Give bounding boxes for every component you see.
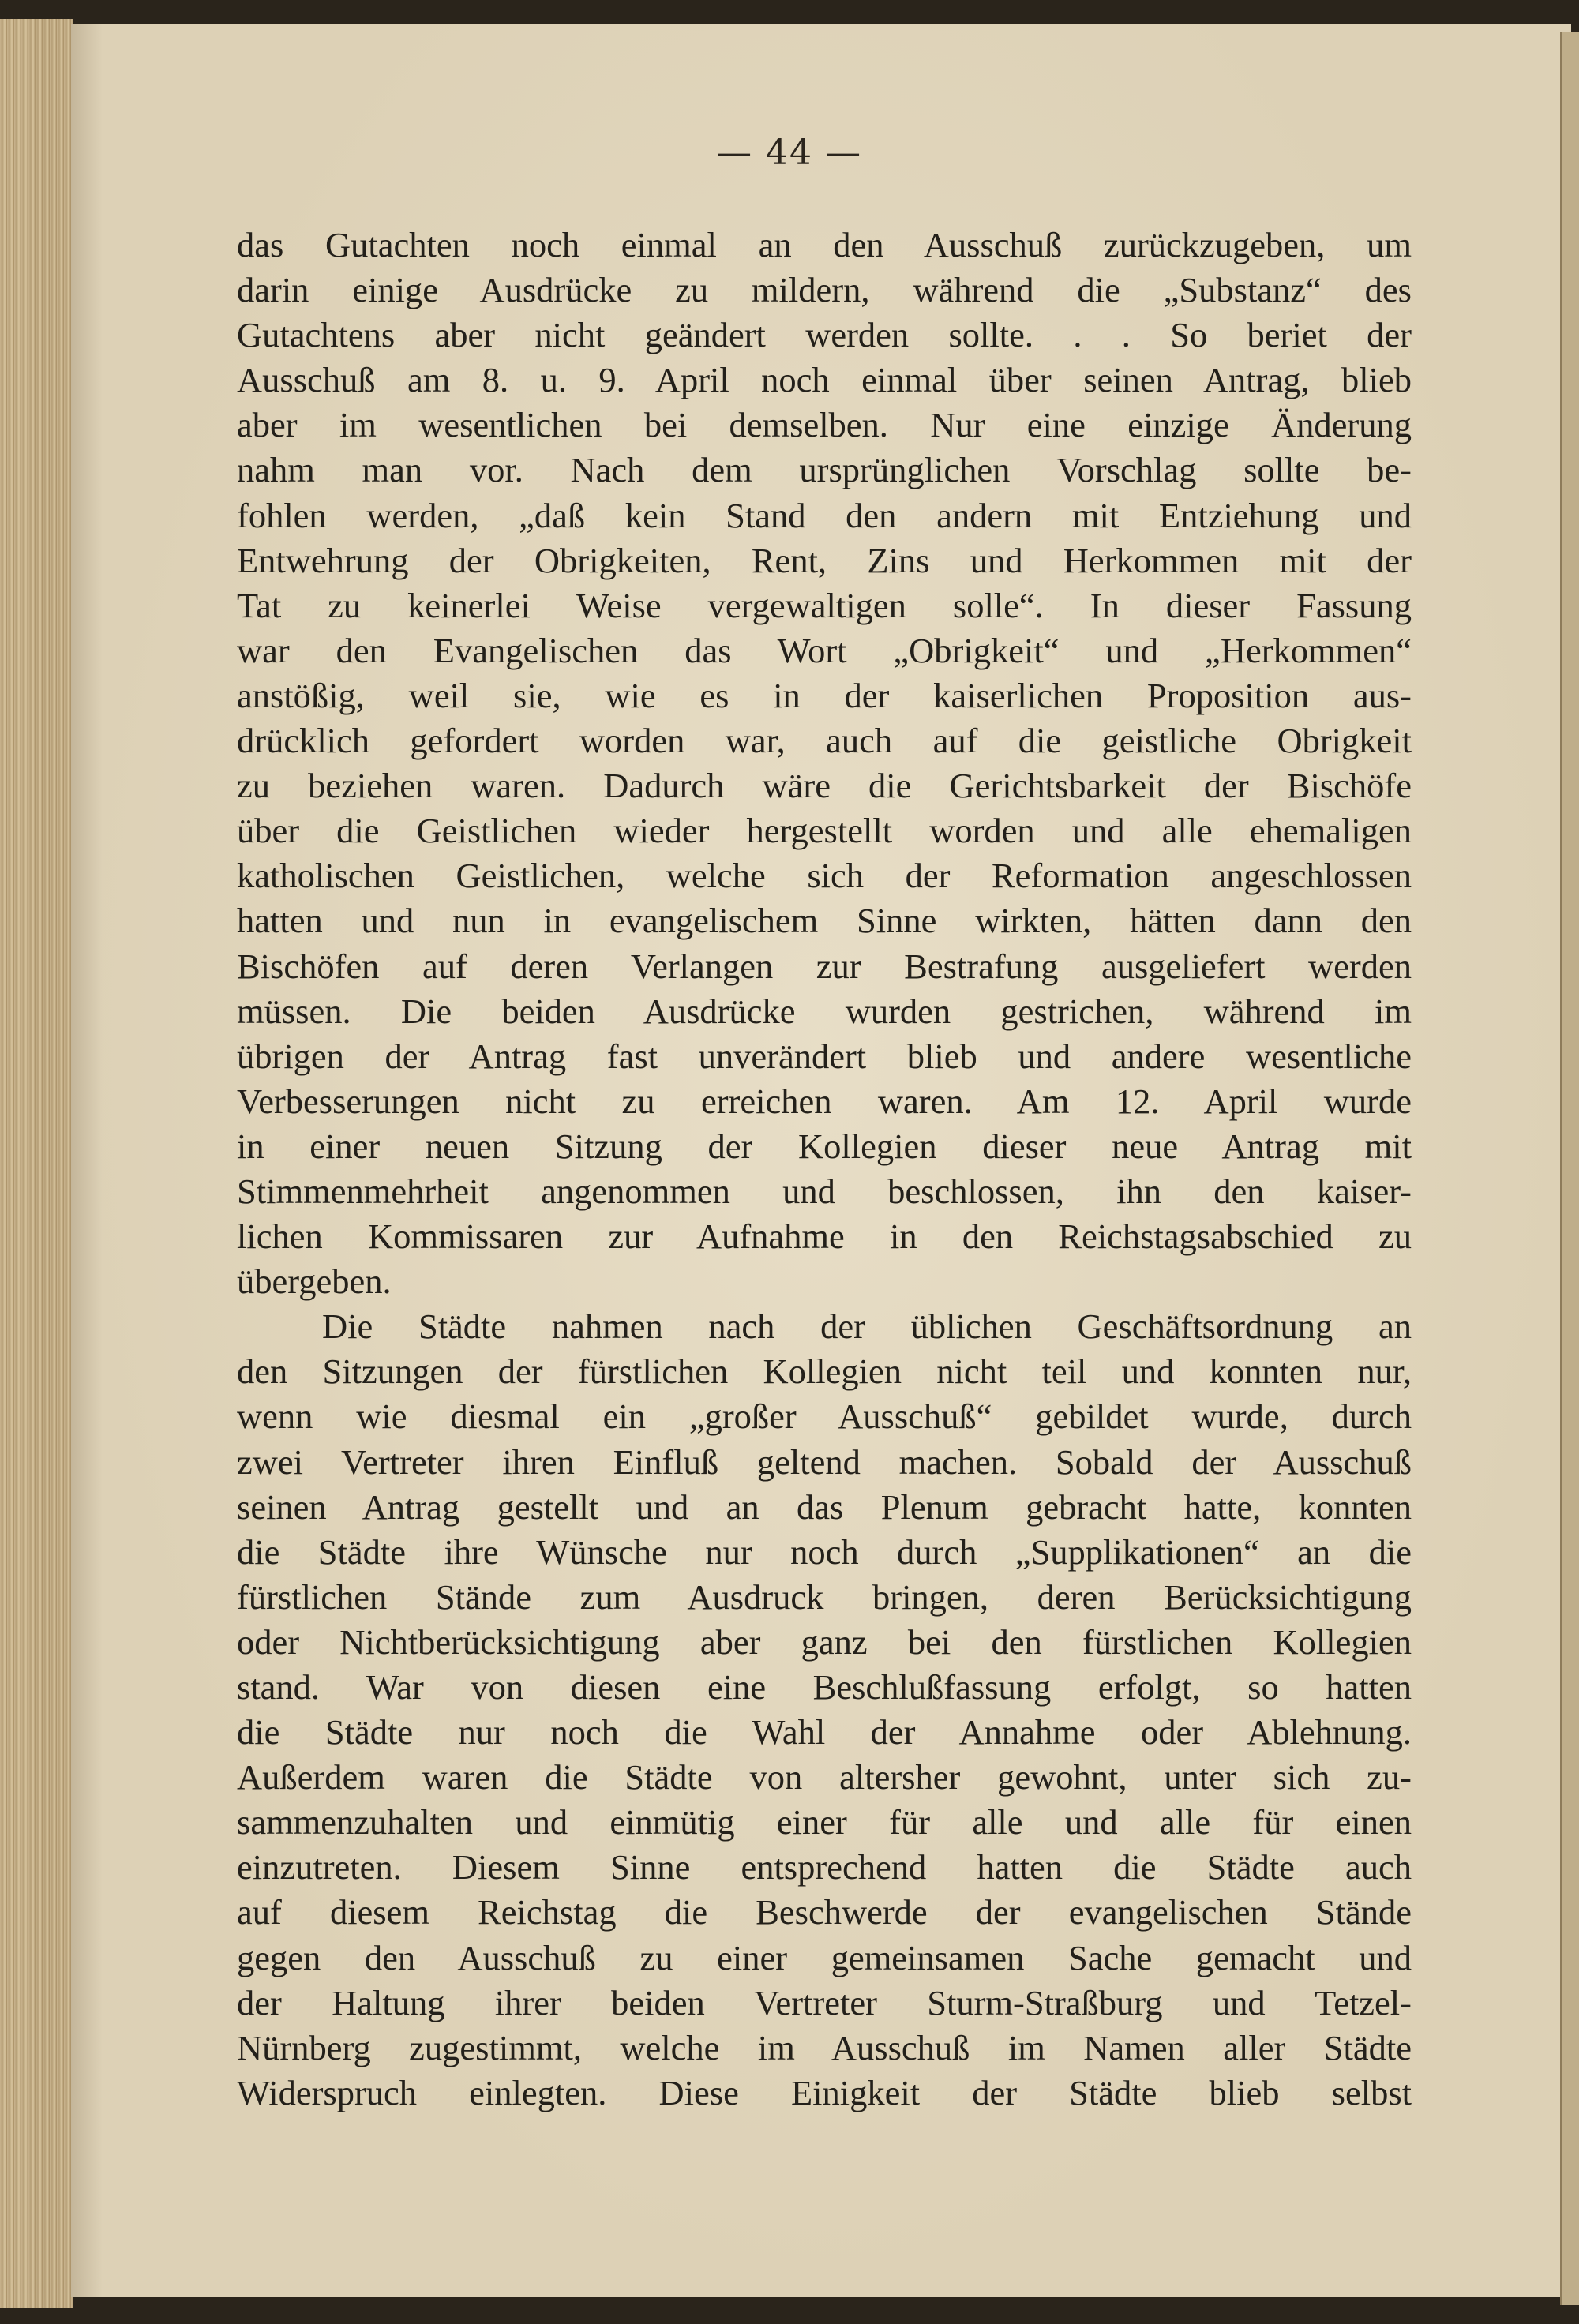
book-page-edges [0,19,73,2308]
text-line: zu beziehen waren. Dadurch wäre die Gerichtsbarkeit der Bischöfe [237,766,1412,806]
text-line: über die Geistlichen wieder hergestellt worden und alle ehemaligen [237,811,1412,851]
text-line: seinen Antrag gestellt und an das Plenum gebracht hatte, konnten [237,1486,1412,1527]
text-line: fürstlichen Stände zum Ausdruck bringen, deren Berücksichtigung [237,1576,1412,1617]
text-line: Die Städte nahmen nach der üblichen Geschäftsordnung an [322,1306,1412,1347]
text-line: stand. War von diesen eine Beschlußfassung erfolgt, so hatten [237,1667,1412,1707]
text-line: oder Nichtberücksichtigung aber ganz bei den fürstlichen Kollegien [237,1621,1412,1662]
text-line: darin einige Ausdrücke zu mildern, während die „Substanz“ des [237,270,1412,310]
right-page-edge [1560,32,1579,2305]
text-line: das Gutachten noch einmal an den Ausschuß zurückzugeben, um [237,225,1412,264]
paragraph [237,1304,1412,2116]
text-line: Stimmenmehrheit angenommen und beschlossen, ihn den kaiser- [237,1171,1412,1211]
text-line: Außerdem waren die Städte von altersher gewohnt, unter sich zu- [237,1757,1412,1797]
text-line: in einer neuen Sitzung der Kollegien dieser neue Antrag mit [237,1126,1412,1166]
text-line: auf diesem Reichstag die Beschwerde der evangelischen Stände [237,1892,1412,1932]
text-line: nahm man vor. Nach dem ursprünglichen Vorschlag sollte be- [237,450,1412,490]
text-line: Tat zu keinerlei Weise vergewaltigen solle“. In dieser Fassung [237,585,1412,625]
paragraph [237,223,1412,1304]
text-line: war den Evangelischen das Wort „Obrigkeit“ und „Herkommen“ [237,630,1412,670]
text-line: der Haltung ihrer beiden Vertreter Sturm-Straßburg und Tetzel- [237,1982,1412,2022]
text-line: Widerspruch einlegten. Diese Einigkeit der Städte blieb selbst [237,2072,1412,2112]
text-line: aber im wesentlichen bei demselben. Nur eine einzige Änderung [237,405,1412,445]
text-line: Nürnberg zugestimmt, welche im Ausschuß im Namen aller Städte [237,2027,1412,2067]
page-number: — 44 — [717,133,862,173]
text-line: wenn wie diesmal ein „großer Ausschuß“ gebildet wurde, durch [237,1396,1412,1437]
text-line: die Städte nur noch die Wahl der Annahme oder Ablehnung. [237,1712,1412,1752]
text-line: anstößig, weil sie, wie es in der kaiserlichen Proposition aus- [237,675,1412,715]
text-line: den Sitzungen der fürstlichen Kollegien nicht teil und konnten nur, [237,1351,1412,1392]
text-line: einzutreten. Diesem Sinne entsprechend hatten die Städte auch [237,1847,1412,1887]
body-text [237,223,1412,2116]
text-line: drücklich gefordert worden war, auch auf die geistliche Obrigkeit [237,721,1412,761]
text-line: gegen den Ausschuß zu einer gemeinsamen Sache gemacht und [237,1937,1412,1977]
text-line: Gutachtens aber nicht geändert werden sollte. . . So beriet der [237,315,1412,355]
text-line: sammenzuhalten und einmütig einer für alle und alle für einen [237,1802,1412,1842]
text-line: hatten und nun in evangelischem Sinne wirkten, hätten dann den [237,901,1412,941]
text-line: übrigen der Antrag fast unverändert blieb und andere wesentliche [237,1036,1412,1076]
text-line: Ausschuß am 8. u. 9. April noch einmal über seinen Antrag, blieb [237,360,1412,400]
text-line: übergeben. [237,1261,392,1302]
text-line: Bischöfen auf deren Verlangen zur Bestrafung ausgeliefert werden [237,946,1412,986]
text-line: katholischen Geistlichen, welche sich der Reformation angeschlossen [237,856,1412,896]
text-line: Verbesserungen nicht zu erreichen waren. Am 12. April wurde [237,1081,1412,1121]
text-line: die Städte ihre Wünsche nur noch durch „Supplikationen“ an die [237,1531,1412,1572]
text-line: zwei Vertreter ihren Einfluß geltend machen. Sobald der Ausschuß [237,1441,1412,1482]
text-line: müssen. Die beiden Ausdrücke wurden gestrichen, während im [237,991,1412,1031]
text-line: fohlen werden, „daß kein Stand den andern mit Entziehung und [237,495,1412,535]
text-line: lichen Kommissaren zur Aufnahme in den Reichstagsabschied zu [237,1216,1412,1257]
text-line: Entwehrung der Obrigkeiten, Rent, Zins und Herkommen mit der [237,540,1412,580]
